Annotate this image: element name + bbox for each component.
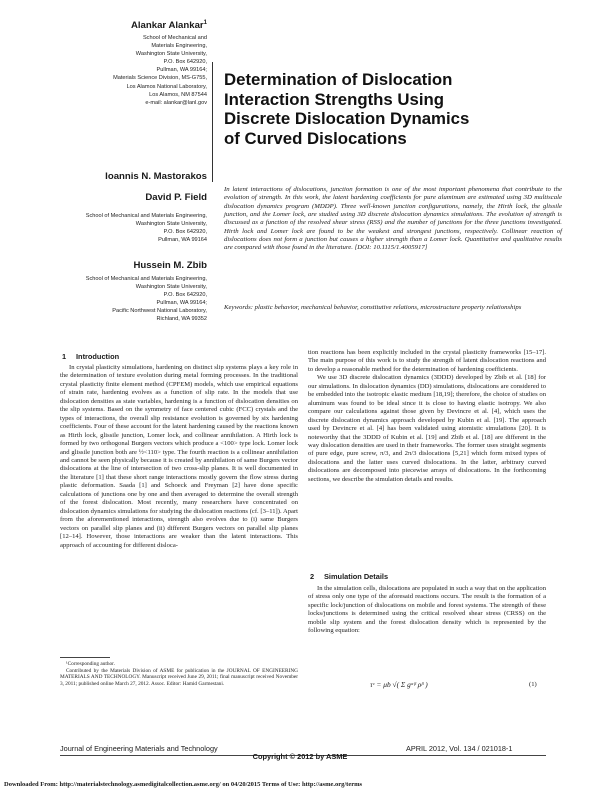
header-divider (212, 62, 213, 182)
right-column-text: tion reactions has been explicitly included in the crystal plasticity frameworks [15–17]. The main purpose of this work is to study the strength of latent dislocation reactions and to develop a reasonable method for the determination of hardening coefficients. We use 3D discrete dislocation dynamics (3DDD) developed by Zbib et al. [18] for our simulations. In dislocation dynamics (DD) simulations, dislocations are considered to be embedded into the isotropic elastic medium [18,19]; therefore, the choice of studies on aluminum was found to be ideal since it is close to having elastic isotropy. We also compare our calculations against those given by Devincre et al. [4], which uses the discrete dislocation dynamics approach developed by Kubin et al. [19]. The approach used by Devincre et al. [4] has been validated using atomistic simulations [20]. It is noteworthy that the 3DDD of Kubin et al. [19] and Zbib et al. [18] are different in the way dislocation densities are used in their frameworks. The former uses straight segments of pure edge, pure screw, π/3, and 2π/3 dislocations [5,21] which form mixed types of dislocations and the latter uses curved dislocations. In the latter, arbitrary curved dislocations are decomposed into piecewise arrays of dislocations. In the forthcoming sections, we describe the simulation details and results. (308, 349, 546, 483)
author-affiliation: School of Mechanical and Materials Engineering, Washington State University, P.O. Box 642920, Pullman, WA 99164; Pacific Northwest National Laboratory, Richland, WA 99352 (85, 276, 207, 323)
footnote-rule (60, 657, 110, 658)
author-name: Ioannis N. Mastorakos (105, 171, 207, 182)
section-heading: 2 Simulation Details (310, 572, 389, 581)
introduction-text: In crystal plasticity simulations, hardening on distinct slip systems plays a key role in the determination of texture evolution during metal forming processes. In the traditional crystal plasticity finite element method (CPFEM) models, which use empirical equations of strain rate, hardening evolves as a function of slip rate. In the models that use dislocation densities as state variables, hardening is a function of dislocation densities on the slip systems. Based on the symmetry of face centered cubic (FCC) crystals and the types of interactions, the overall slip resistance evolution is governed by six hardening coefficients. Four of these account for the latent hardening caused by the reactions known as Hirth lock, glissile junction, Lomer lock, and collinear annihilation. A Hirth lock is formed by two orthogonal Burgers vectors which produce a <100> type lock. Lomer lock and glissile junction both are ½<110> type. The fourth reaction is a collinear annihilation and cannot be seen physically because it is created by annihilation of same Burgers vector dislocations at the line of intersection of two cross-slip planes. It is well documented in the literature [1] that these short range interactions mostly govern the flow stress during plastic deformation. Saada [1] and Schoeck and Freyman [2] have done specific calculations of junctions one by one and then averaged to determine the overall strength of the forest dislocation. Most recently, many researchers have concentrated on dislocation dynamics simulations for studying the dislocation reactions (cf. [3–11]). Apart from the aforementioned interactions, strength also evolves due to (i) same Burgers vectors on parallel slip planes and (ii) different Burgers vectors on parallel slip planes [12–14]. However, those interactions are weaker than the latent interactions. This approach of accounting for different disloca- (60, 364, 298, 549)
author-name: Hussein M. Zbib (133, 260, 207, 271)
simulation-details-text: In the simulation cells, dislocations are populated in such a way that on the application of stress only one type of the aforesaid reactions occurs. The result is the formation of a specific lock/junction of dislocations on mobile and forest systems. The strength of these locks/junctions is determined using the critical resolved shear stress (CRSS) on the mobile slip system and the forest dislocation density which is represented by the following equation: (308, 585, 546, 635)
keywords: Keywords: plastic behavior, mechanical behavior, constitutive relations, microstructure property relationships (224, 304, 522, 311)
paper-title: Determination of Dislocation Interaction Strengths Using Discrete Dislocation Dynamics of Curved Dislocations (224, 70, 470, 148)
download-notice: Downloaded From: http://materialstechnology.asmedigitalcollection.asme.org/ on 04/20/2015 Terms of Use: http://asme.org/terms (4, 781, 363, 788)
abstract: In latent interactions of dislocations, junction formation is one of the most important phenomena that contribute to the evolution of strength. In this work, the latent hardening coefficients for pure aluminum are estimated using 3D multiscale dislocation dynamics program (MDDP). Three well-known junction configurations, namely, the Hirth lock, the glissile junction, and the Lomer lock, are studied using 3D discrete dislocation dynamics simulations. The evolution of strength is discussed as a function of the resolved shear stress (RSS) and the number of junctions for the three junctions investigated. Hirth lock and Lomer lock are found to be the weakest and strongest junctions, respectively. Collinear reaction of dislocations does not form a junction but causes a higher strength than a Lomer lock. Quantitative and qualitative results are compared with those found in the literature. [DOI: 10.1115/1.4005917] (224, 186, 562, 252)
author-affiliation: School of Mechanical and Materials Engineering, Washington State University, P.O. Box 642920, Pullman, WA 99164 (85, 213, 207, 244)
author-name: Alankar Alankar$^1$ (130, 20, 207, 32)
journal-name: Journal of Engineering Materials and Technology (60, 744, 218, 753)
footnote: ¹Corresponding author. Contributed by the Materials Division of ASME for publication in the JOURNAL OF ENGINEERING MATERIALS AND TECHNOLOGY. Manuscript received June 29, 2011; final manuscript received November 3, 2011; published online March 27, 2012. Assoc. Editor: Hamid Garmestani. (60, 661, 298, 687)
section-heading: 1 Introduction (62, 352, 120, 361)
equation-1: τᶜ = μb √( Σ gᵅᵝ ρᵝ ) (370, 680, 428, 689)
copyright: Copyright © 2012 by ASME (252, 752, 348, 761)
author-affiliation: School of Mechanical and Materials Engineering, Washington State University, P.O. Box 642920, Pullman, WA 99164; Materials Science Division, MS-G755, Los Alamos National Laboratory, Los Alamos, NM 87544 e-mail: alankar@lanl.gov (113, 35, 207, 106)
author-name: David P. Field (145, 192, 207, 203)
issue-info: APRIL 2012, Vol. 134 / 021018-1 (406, 744, 513, 753)
equation-number: (1) (529, 681, 537, 688)
